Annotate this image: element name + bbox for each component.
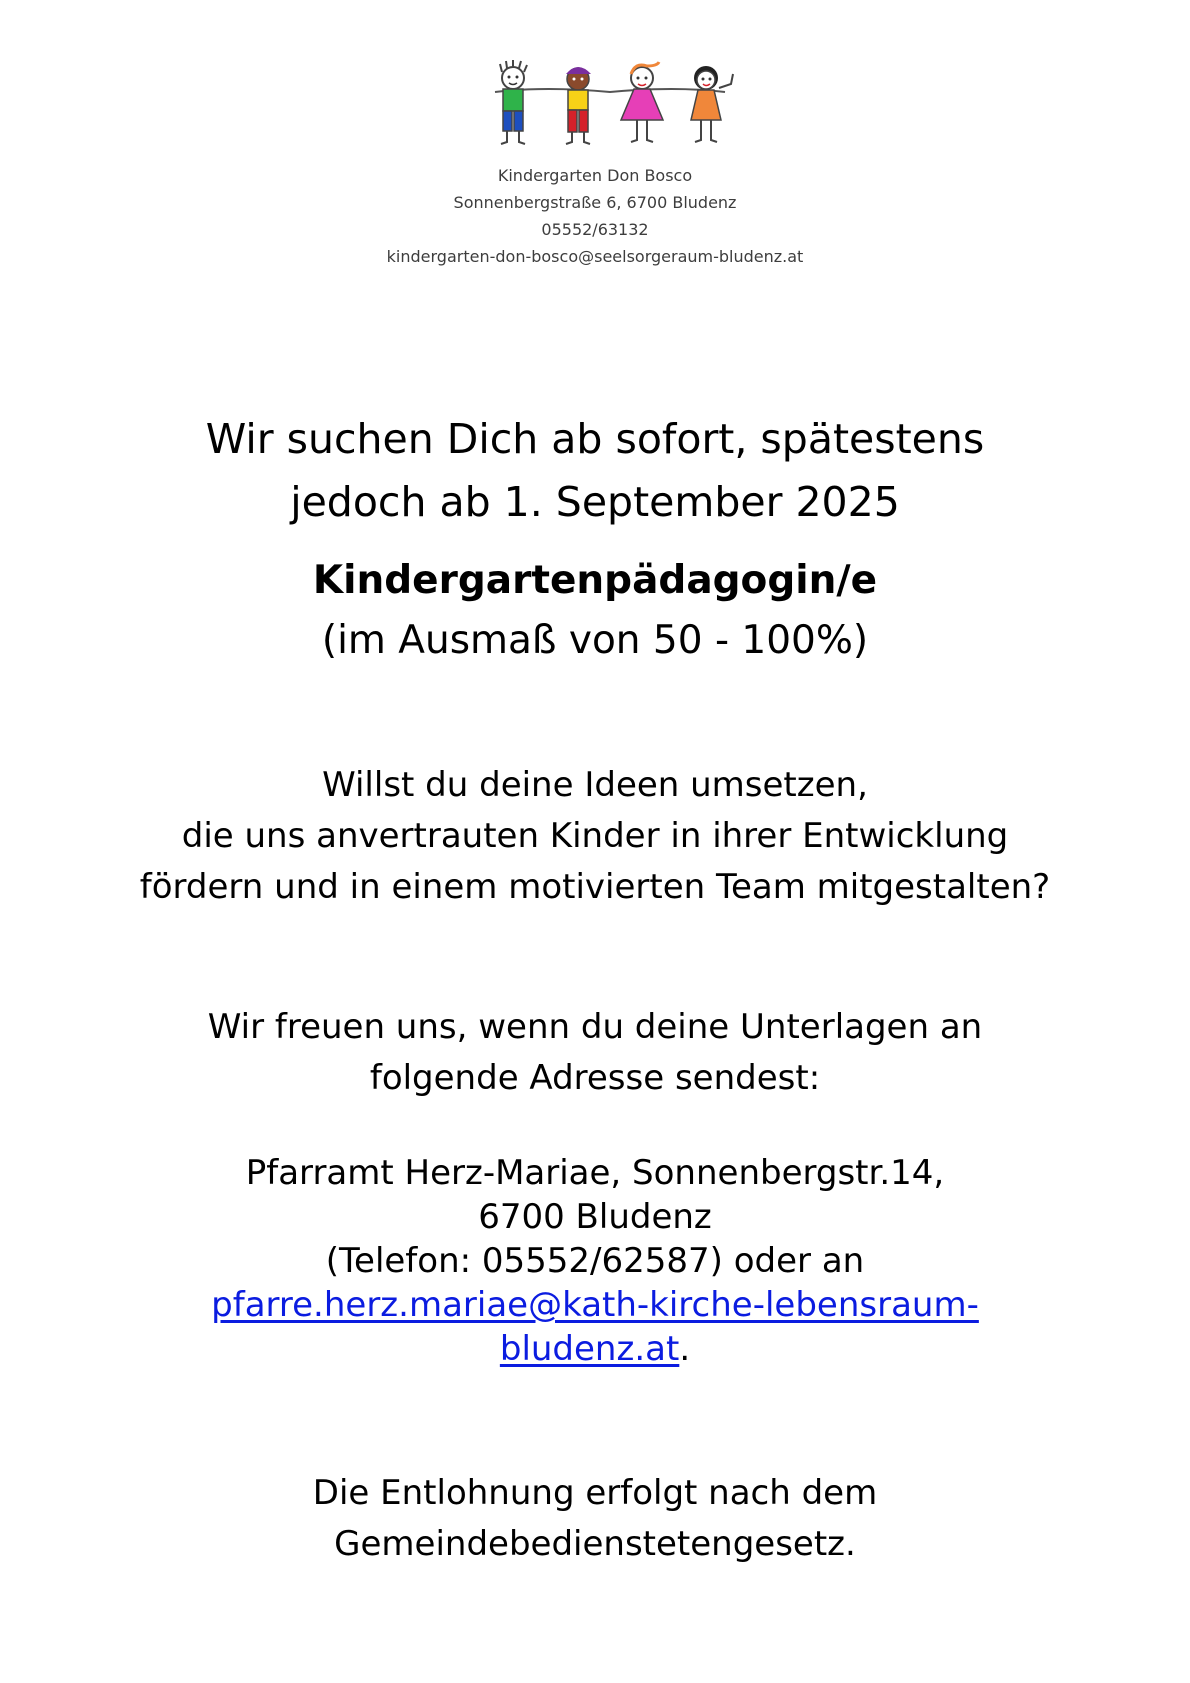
question-line-3: fördern und in einem motivierten Team mitgestalten? [139,867,1051,907]
intro-line-1: Wir suchen Dich ab sofort, spätestens [205,415,985,463]
email-period: . [679,1329,691,1369]
kindergarten-email: kindergarten-don-bosco@seelsorgeraum-bludenz.at [386,247,804,266]
job-title: Kindergartenpädagogin/e [312,558,878,603]
application-line-1: Wir freuen uns, wenn du deine Unterlagen an [207,1007,983,1047]
child-green-figure [500,60,527,144]
intro-text [0,408,1190,534]
kindergarten-phone: 05552/63132 [541,220,649,239]
intro-line-2: jedoch ab 1. September 2025 [290,478,900,526]
question-line-1: Willst du deine Ideen umsetzen, [322,765,868,805]
child-red-figure [566,67,591,144]
child-pink-figure [621,62,663,142]
salary-line-2: Gemeindebedienstetengesetz. [334,1524,856,1564]
application-text [0,1002,1190,1104]
contact-address [0,1151,1190,1371]
email-link-continued[interactable]: bludenz.at [499,1329,680,1369]
email-link[interactable]: pfarre.herz.mariae@kath-kirche-lebensraum- [211,1285,979,1325]
address-line-1: Pfarramt Herz-Mariae, Sonnenbergstr.14, [245,1153,945,1193]
question-line-2: die uns anvertrauten Kinder in ihrer Entwicklung [181,816,1009,856]
salary-text [0,1468,1190,1570]
letterhead [0,162,1190,270]
salary-line-1: Die Entlohnung erfolgt nach dem [312,1473,878,1513]
application-line-2: folgende Adresse sendest: [369,1058,821,1098]
child-orange-figure [691,66,733,142]
kindergarten-name: Kindergarten Don Bosco [497,166,693,185]
children-holding-hands-icon [475,58,745,152]
kindergarten-street: Sonnenbergstraße 6, 6700 Bludenz [453,193,737,212]
question-text [0,760,1190,913]
address-line-2: 6700 Bludenz [478,1197,712,1237]
address-line-3: (Telefon: 05552/62587) oder an [325,1241,865,1281]
job-extent: (im Ausmaß von 50 - 100%) [321,618,869,663]
